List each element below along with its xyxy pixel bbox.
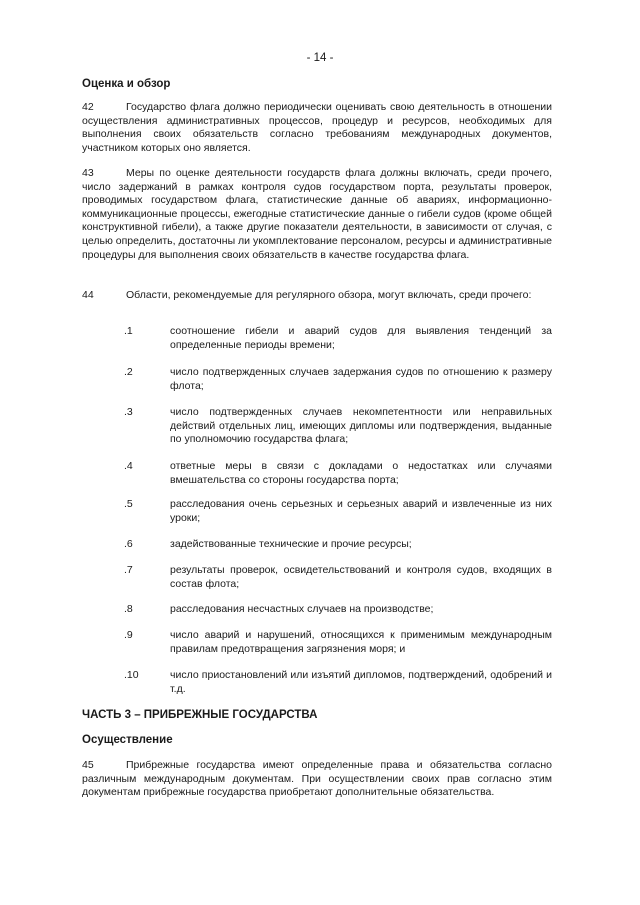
page-number: - 14 - bbox=[306, 52, 334, 64]
paragraph-text: Прибрежные государства имеют определенные права и обязательства согласно различным международным документам. При осуществлении своих прав согласно этим документам прибрежные государства приобретают дополнительные обязательства. bbox=[82, 759, 552, 799]
list-item-number: .4 bbox=[124, 460, 133, 472]
paragraph-44 bbox=[82, 289, 552, 303]
section-heading-assessment: Оценка и обзор bbox=[82, 78, 171, 90]
paragraph-number: 45 bbox=[82, 759, 94, 771]
list-item-number: .6 bbox=[124, 538, 133, 550]
list-item-number: .10 bbox=[124, 669, 139, 681]
list-item-text: ответные меры в связи с докладами о недостатках или случаями вмешательства со стороны государства порта; bbox=[170, 460, 552, 486]
paragraph-number: 42 bbox=[82, 101, 94, 113]
list-item-text: расследования несчастных случаев на производстве; bbox=[170, 603, 434, 615]
list-item-text: число подтвержденных случаев задержания судов по отношению к размеру флота; bbox=[170, 366, 552, 392]
list-item-text: задействованные технические и прочие ресурсы; bbox=[170, 538, 412, 550]
list-item-number: .7 bbox=[124, 564, 133, 576]
list-item-number: .3 bbox=[124, 406, 133, 418]
paragraph-number: 44 bbox=[82, 289, 94, 301]
list-item-number: .5 bbox=[124, 498, 133, 510]
paragraph-text: Меры по оценке деятельности государств флага должны включать, среди прочего, число задержаний в рамках контроля судов государством порта, результаты проверок, проводимых государством флага, статистические данные об авариях, информационно-коммуникационные процессы, ежегодные статистические данные о гибели судов (кроме общей конструктивной гибели), а также другие показатели деятельности, в зависимости от случая, с целью определить, достаточны ли укомплектование персоналом, ресурсы и административные процедуры для выполнения своих обязательств в качестве государства флага. bbox=[82, 167, 552, 261]
list-item-number: .1 bbox=[124, 325, 133, 337]
paragraph-number: 43 bbox=[82, 167, 94, 179]
list-item-text: соотношение гибели и аварий судов для выявления тенденций за определенные периоды времени; bbox=[170, 325, 552, 351]
paragraph-text: Области, рекомендуемые для регулярного обзора, могут включать, среди прочего: bbox=[126, 289, 532, 301]
list-item-text: число подтвержденных случаев некомпетентности или неправильных действий отдельных лиц, имеющих дипломы или подтверждения, выданные по уполномочию государства флага; bbox=[170, 406, 552, 446]
list-item-text: расследования очень серьезных и серьезных аварий и извлеченные из них уроки; bbox=[170, 498, 552, 524]
list-item-number: .8 bbox=[124, 603, 133, 615]
list-item-text: число приостановлений или изъятий дипломов, подтверждений, одобрений и т.д. bbox=[170, 669, 552, 695]
paragraph-45 bbox=[82, 759, 552, 800]
part-heading-coastal-states: ЧАСТЬ 3 – ПРИБРЕЖНЫЕ ГОСУДАРСТВА bbox=[82, 709, 318, 721]
paragraph-43 bbox=[82, 167, 552, 262]
list-item-number: .2 bbox=[124, 366, 133, 378]
list-item-text: результаты проверок, освидетельствований и контроля судов, входящих в состав флота; bbox=[170, 564, 552, 590]
list-item-text: число аварий и нарушений, относящихся к применимым международным правилам предотвращения загрязнения моря; и bbox=[170, 629, 552, 655]
paragraph-42 bbox=[82, 101, 552, 155]
paragraph-text: Государство флага должно периодически оценивать свою деятельность в отношении осуществления административных процессов, процедур и ресурсов, необходимых для выполнения своих обязательств согласно требованиям международных документов, участником которых оно является. bbox=[82, 101, 552, 154]
list-item-number: .9 bbox=[124, 629, 133, 641]
section-heading-implementation: Осуществление bbox=[82, 734, 173, 746]
